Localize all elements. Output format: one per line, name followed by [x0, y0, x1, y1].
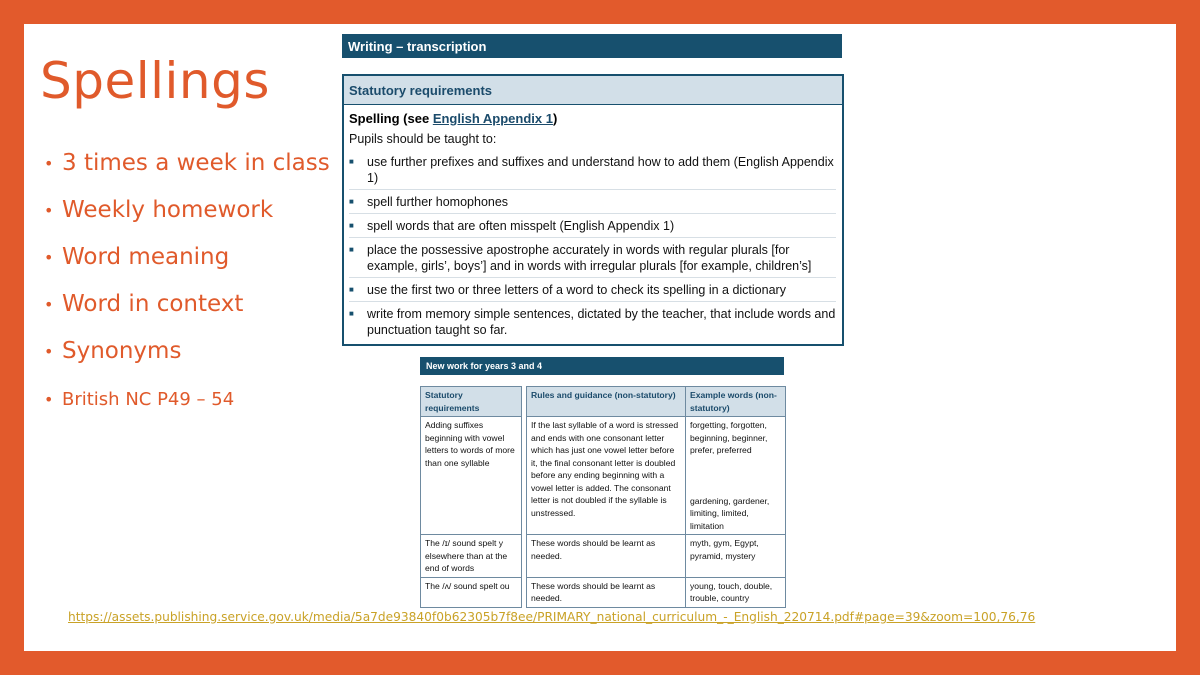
source-link[interactable]: https://assets.publishing.service.gov.uk/media/5a7de93840f0b62305b7f8ee/PRIMARY_national_curriculum_-_English_220714.pdf#page=39&zoom=100,76,76 — [68, 610, 1036, 624]
list-item: ■ spell words that are often misspelt (English Appendix 1) — [349, 213, 836, 237]
bullet-dot-icon: • — [44, 154, 54, 173]
table-cell: Adding suffixes beginning with vowel letters to words of more than one syllable — [421, 417, 522, 535]
table-row — [421, 535, 786, 578]
table-cell: These words should be learnt as needed. — [527, 535, 686, 578]
years-3-4-table-panel — [420, 386, 786, 610]
bullet-item: • Weekly homework — [44, 197, 274, 223]
bullet-dot-icon: • — [44, 390, 54, 409]
bullet-dot-icon: • — [44, 201, 54, 220]
column-header: Statutory requirements — [421, 387, 522, 417]
doc2-header: New work for years 3 and 4 — [420, 357, 784, 375]
spelling-table — [420, 386, 786, 608]
column-header: Example words (non-statutory) — [686, 387, 786, 417]
square-bullet-icon: ■ — [349, 221, 354, 230]
table-cell: If the last syllable of a word is stressed and ends with one consonant letter which has just one vowel letter before it, the final consonant letter is doubled before any ending beginning with a vowel letter is added. The consonant letter is not doubled if the syllable is unstressed. — [527, 417, 686, 535]
bullet-dot-icon: • — [44, 295, 54, 314]
list-item: ■ write from memory simple sentences, dictated by the teacher, that include words and punctuation taught so far. — [349, 301, 836, 341]
list-item: ■ use further prefixes and suffixes and understand how to add them (English Appendix 1) — [349, 155, 834, 185]
bullet-list — [44, 150, 330, 436]
table-cell: young, touch, double, trouble, country — [686, 577, 786, 607]
english-appendix-link[interactable]: English Appendix 1 — [432, 111, 553, 126]
bullet-item: • British NC P49 – 54 — [44, 389, 235, 410]
square-bullet-icon: ■ — [349, 285, 354, 294]
table-row — [421, 577, 786, 607]
doc1-header: Writing – transcription — [342, 34, 842, 58]
square-bullet-icon: ■ — [349, 197, 354, 206]
table-row — [421, 417, 786, 535]
statutory-requirements-panel — [342, 74, 844, 346]
bullet-dot-icon: • — [44, 248, 54, 267]
bullet-dot-icon: • — [44, 342, 54, 361]
table-cell: forgetting, forgotten, beginning, beginner, prefer, preferred gardening, gardener, limiting, limited, limitation — [686, 417, 786, 535]
list-item: ■ place the possessive apostrophe accurately in words with regular plurals [for example, girls’, boys’] and in words with irregular plurals [for example, children’s] — [349, 237, 836, 277]
square-bullet-icon: ■ — [349, 309, 354, 318]
intro-text: Pupils should be taught to: — [349, 132, 497, 146]
table-cell: The /ɪ/ sound spelt y elsewhere than at the end of words — [421, 535, 522, 578]
list-item: ■ spell further homophones — [349, 189, 836, 213]
table-cell: myth, gym, Egypt, pyramid, mystery — [686, 535, 786, 578]
slide-title: Spellings — [40, 52, 270, 110]
bullet-item: • Synonyms — [44, 338, 182, 364]
bullet-item: • Word meaning — [44, 244, 230, 270]
bullet-item: • 3 times a week in class — [44, 150, 330, 176]
column-header: Rules and guidance (non-statutory) — [527, 387, 686, 417]
square-bullet-icon: ■ — [349, 157, 354, 166]
bullet-item: • Word in context — [44, 291, 244, 317]
table-header-row — [421, 387, 786, 417]
square-bullet-icon: ■ — [349, 245, 354, 254]
list-item: ■ use the first two or three letters of a word to check its spelling in a dictionary — [349, 277, 836, 301]
spelling-heading: Spelling (see English Appendix 1) — [349, 111, 558, 126]
table-cell: These words should be learnt as needed. — [527, 577, 686, 607]
requirements-label: Statutory requirements — [344, 76, 842, 105]
requirements-list — [344, 150, 842, 341]
table-cell: The /ʌ/ sound spelt ou — [421, 577, 522, 607]
